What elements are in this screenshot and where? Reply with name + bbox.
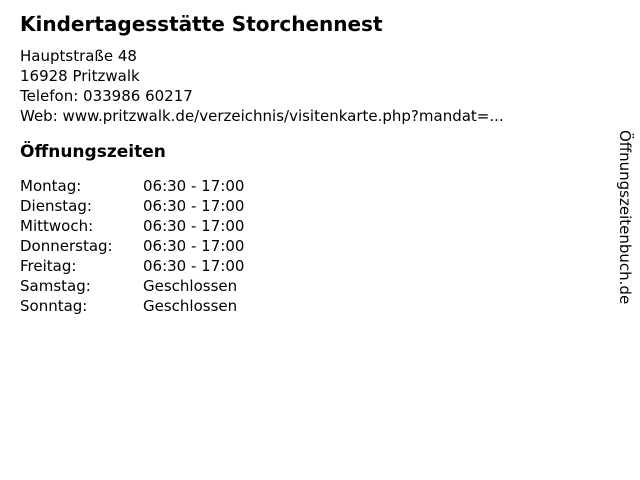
table-row-sunday	[20, 296, 620, 316]
phone-number: 033986 60217	[83, 87, 193, 105]
table-row-wednesday	[20, 216, 620, 236]
web-url: www.pritzwalk.de/verzeichnis/visitenkarte.php?mandat=...	[62, 107, 504, 125]
hours-value: 06:30 - 17:00	[143, 197, 245, 215]
day-label: Sonntag:	[20, 297, 88, 315]
hours-value: 06:30 - 17:00	[143, 237, 245, 255]
day-label: Samstag:	[20, 277, 91, 295]
table-row-friday	[20, 256, 620, 276]
day-label: Montag:	[20, 177, 82, 195]
hours-value: 06:30 - 17:00	[143, 177, 245, 195]
opening-hours-heading: Öffnungszeiten	[20, 142, 166, 162]
city-address: 16928 Pritzwalk	[20, 67, 140, 85]
table-row-tuesday	[20, 196, 620, 216]
contact-block	[20, 46, 620, 126]
day-label: Freitag:	[20, 257, 77, 275]
day-label: Dienstag:	[20, 197, 92, 215]
watermark-brand: Öffnungszeitenbuch.de	[616, 130, 634, 305]
web-line	[20, 106, 620, 126]
opening-hours-table	[20, 176, 620, 316]
table-row-monday	[20, 176, 620, 196]
hours-value: 06:30 - 17:00	[143, 257, 245, 275]
day-label: Mittwoch:	[20, 217, 94, 235]
table-row-saturday	[20, 276, 620, 296]
day-label: Donnerstag:	[20, 237, 113, 255]
street-address: Hauptstraße 48	[20, 47, 137, 65]
page-title: Kindertagesstätte Storchennest	[20, 12, 383, 36]
hours-value: Geschlossen	[143, 277, 238, 295]
phone-label: Telefon:	[20, 87, 79, 105]
table-row-thursday	[20, 236, 620, 256]
phone-line	[20, 86, 620, 106]
hours-value: 06:30 - 17:00	[143, 217, 245, 235]
web-label: Web:	[20, 107, 58, 125]
hours-value: Geschlossen	[143, 297, 238, 315]
